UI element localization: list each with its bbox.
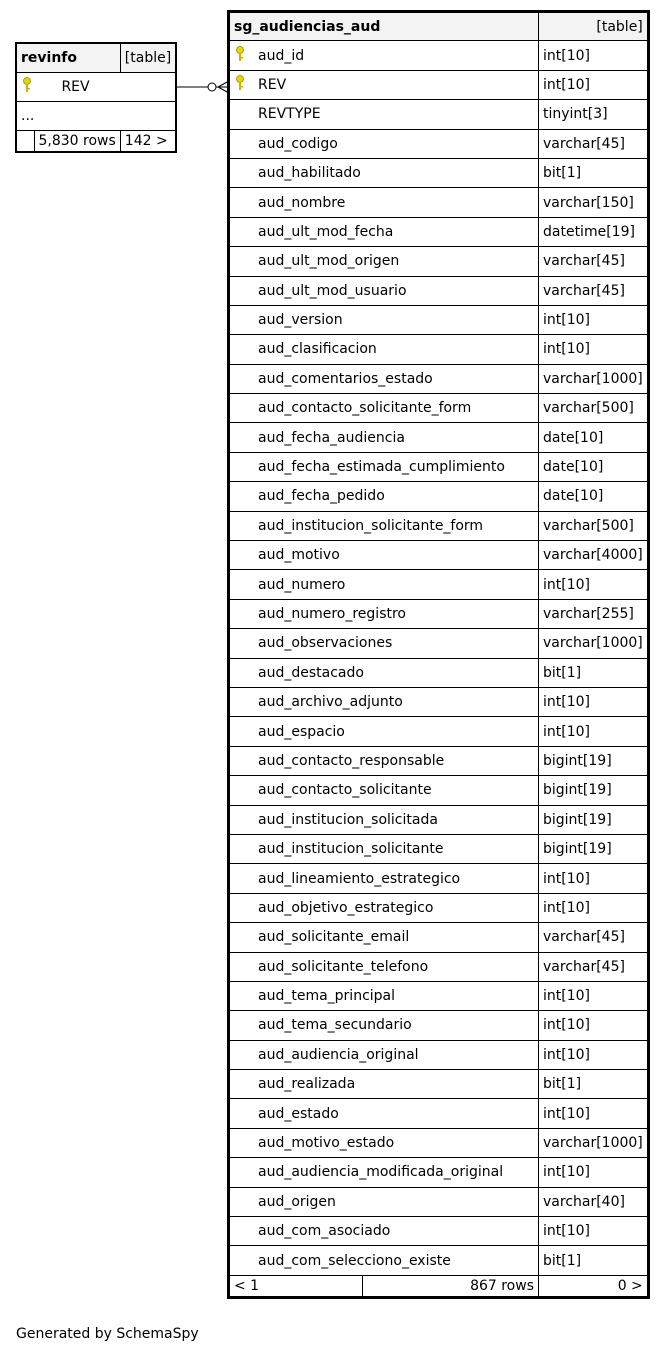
column-type: varchar[45]	[539, 923, 649, 952]
column-name: aud_version	[258, 312, 343, 329]
column-name: aud_ult_mod_origen	[258, 253, 400, 270]
row-count: 5,830 rows	[34, 130, 120, 152]
column-row[interactable]	[229, 687, 649, 716]
column-row[interactable]	[229, 70, 649, 99]
column-name: aud_numero	[258, 576, 346, 593]
column-type: varchar[45]	[539, 276, 649, 305]
column-name: aud_clasificacion	[258, 341, 377, 358]
column-row[interactable]	[16, 72, 176, 101]
column-type: varchar[45]	[539, 129, 649, 158]
primary-key-icon	[21, 77, 41, 97]
parents-cell	[16, 130, 34, 152]
column-type: varchar[500]	[539, 511, 649, 540]
column-type: varchar[255]	[539, 599, 649, 628]
column-row[interactable]	[229, 1040, 649, 1069]
column-row[interactable]	[229, 364, 649, 393]
column-type: varchar[4000]	[539, 541, 649, 570]
column-row[interactable]	[229, 658, 649, 687]
column-name: aud_tema_principal	[258, 988, 396, 1005]
column-row[interactable]	[229, 452, 649, 481]
column-row[interactable]	[229, 158, 649, 187]
table-header	[229, 12, 649, 41]
column-row[interactable]	[229, 335, 649, 364]
column-row[interactable]	[229, 41, 649, 70]
column-type: int[10]	[539, 570, 649, 599]
table-header	[16, 43, 176, 72]
column-type: varchar[1000]	[539, 364, 649, 393]
column-row[interactable]	[229, 1070, 649, 1099]
column-type: int[10]	[539, 893, 649, 922]
column-name: aud_ult_mod_usuario	[258, 282, 407, 299]
column-type: int[10]	[539, 41, 649, 70]
column-type: bit[1]	[539, 658, 649, 687]
column-type: int[10]	[539, 1040, 649, 1069]
column-row[interactable]	[229, 1011, 649, 1040]
column-row[interactable]	[229, 599, 649, 628]
column-name: REVTYPE	[258, 106, 321, 123]
column-row[interactable]	[229, 1158, 649, 1187]
column-type: date[10]	[539, 482, 649, 511]
table-name: sg_audiencias_aud	[234, 18, 381, 35]
table-footer	[229, 1275, 649, 1297]
column-row[interactable]	[229, 981, 649, 1010]
table-kind: [table]	[120, 43, 176, 72]
column-row[interactable]	[229, 1128, 649, 1157]
column-type: int[10]	[539, 305, 649, 334]
column-name: aud_institucion_solicitada	[258, 811, 438, 828]
column-type: varchar[45]	[539, 247, 649, 276]
column-type: bit[1]	[539, 1246, 649, 1275]
revinfo-table[interactable]	[15, 42, 177, 153]
column-type: bit[1]	[539, 1070, 649, 1099]
column-type: int[10]	[539, 864, 649, 893]
column-row[interactable]	[229, 952, 649, 981]
column-row[interactable]	[229, 864, 649, 893]
column-type: bigint[19]	[539, 834, 649, 863]
column-type: varchar[500]	[539, 394, 649, 423]
column-name: aud_fecha_audiencia	[258, 429, 405, 446]
column-type: varchar[45]	[539, 952, 649, 981]
column-name: aud_com_selecciono_existe	[258, 1252, 451, 1269]
row-count: 867 rows	[363, 1275, 539, 1297]
column-name: aud_origen	[258, 1193, 336, 1210]
column-type: int[10]	[539, 687, 649, 716]
column-type: varchar[150]	[539, 188, 649, 217]
column-row[interactable]	[229, 717, 649, 746]
column-row[interactable]	[229, 100, 649, 129]
column-row[interactable]	[229, 1099, 649, 1128]
column-row[interactable]	[229, 305, 649, 334]
column-row[interactable]	[229, 629, 649, 658]
column-name: aud_lineamiento_estrategico	[258, 870, 461, 887]
column-name: aud_ult_mod_fecha	[258, 223, 394, 240]
ellipsis: ...	[16, 101, 176, 130]
column-name: aud_solicitante_telefono	[258, 958, 429, 975]
column-row[interactable]	[229, 217, 649, 246]
column-type: varchar[1000]	[539, 629, 649, 658]
column-row[interactable]	[229, 394, 649, 423]
column-name: aud_espacio	[258, 723, 345, 740]
column-row[interactable]	[229, 834, 649, 863]
more-columns-row	[16, 101, 176, 130]
column-type: bigint[19]	[539, 805, 649, 834]
column-type: date[10]	[539, 452, 649, 481]
column-name: aud_id	[258, 47, 305, 64]
column-name: REV	[258, 76, 287, 93]
column-name: aud_estado	[258, 1105, 339, 1122]
column-row[interactable]	[229, 805, 649, 834]
column-name: aud_numero_registro	[258, 606, 406, 622]
column-name: aud_solicitante_email	[258, 929, 410, 946]
column-type: int[10]	[539, 717, 649, 746]
column-type: int[10]	[539, 981, 649, 1010]
column-name: aud_archivo_adjunto	[258, 694, 403, 711]
primary-key-icon	[234, 75, 254, 95]
column-type: bigint[19]	[539, 746, 649, 775]
column-name: aud_realizada	[258, 1076, 356, 1093]
zero-or-more-marker	[208, 83, 216, 91]
column-name: aud_audiencia_original	[258, 1046, 419, 1063]
children-count[interactable]: 142 >	[120, 130, 176, 152]
column-type: int[10]	[539, 1217, 649, 1246]
column-row[interactable]	[229, 776, 649, 805]
column-type: int[10]	[539, 1099, 649, 1128]
column-row[interactable]	[229, 1187, 649, 1216]
generated-by-label: Generated by SchemaSpy	[16, 1326, 199, 1342]
column-type: int[10]	[539, 1011, 649, 1040]
column-name: aud_tema_secundario	[258, 1017, 412, 1034]
column-name: aud_contacto_responsable	[258, 752, 445, 769]
column-name: aud_contacto_solicitante_form	[258, 400, 472, 417]
column-name: aud_institucion_solicitante	[258, 841, 444, 858]
column-type: date[10]	[539, 423, 649, 452]
column-name: aud_fecha_estimada_cumplimiento	[258, 459, 505, 476]
column-row[interactable]	[229, 1217, 649, 1246]
column-type: int[10]	[539, 335, 649, 364]
column-row[interactable]	[229, 923, 649, 952]
column-type: varchar[40]	[539, 1187, 649, 1216]
column-row[interactable]	[229, 511, 649, 540]
column-name: aud_contacto_solicitante	[258, 782, 432, 799]
column-name: aud_comentarios_estado	[258, 370, 433, 387]
column-row[interactable]	[229, 541, 649, 570]
column-name: aud_codigo	[258, 135, 338, 152]
column-name: aud_com_asociado	[258, 1223, 391, 1240]
column-type: int[10]	[539, 1158, 649, 1187]
column-row[interactable]	[229, 423, 649, 452]
column-row[interactable]	[229, 276, 649, 305]
sg-audiencias-aud-table[interactable]	[227, 10, 650, 1299]
column-name: aud_observaciones	[258, 635, 393, 652]
children-count[interactable]: 0 >	[539, 1275, 649, 1297]
column-type: datetime[19]	[539, 217, 649, 246]
table-name: revinfo	[21, 49, 77, 66]
column-name: aud_institucion_solicitante_form	[258, 517, 484, 534]
column-row[interactable]	[229, 129, 649, 158]
column-name: REV	[61, 78, 90, 95]
column-row[interactable]	[229, 570, 649, 599]
column-row[interactable]	[229, 482, 649, 511]
column-type: bigint[19]	[539, 776, 649, 805]
primary-key-icon	[234, 46, 254, 66]
column-row[interactable]	[229, 188, 649, 217]
column-name: aud_motivo_estado	[258, 1135, 395, 1152]
column-row[interactable]	[229, 746, 649, 775]
column-name: aud_objetivo_estrategico	[258, 899, 434, 916]
column-name: aud_destacado	[258, 664, 364, 681]
column-name: aud_nombre	[258, 194, 346, 211]
column-type: tinyint[3]	[539, 100, 649, 129]
column-name: aud_fecha_pedido	[258, 488, 385, 505]
column-row[interactable]	[229, 247, 649, 276]
column-name: aud_motivo	[258, 547, 340, 564]
column-row[interactable]	[229, 893, 649, 922]
column-type: int[10]	[539, 70, 649, 99]
column-row[interactable]	[229, 1246, 649, 1275]
table-footer	[16, 130, 176, 152]
table-kind: [table]	[539, 12, 649, 41]
column-type: bit[1]	[539, 158, 649, 187]
column-name: aud_audiencia_modificada_original	[258, 1164, 504, 1181]
parents-count[interactable]: < 1	[229, 1275, 363, 1297]
column-name: aud_habilitado	[258, 165, 361, 182]
column-type: varchar[1000]	[539, 1128, 649, 1157]
